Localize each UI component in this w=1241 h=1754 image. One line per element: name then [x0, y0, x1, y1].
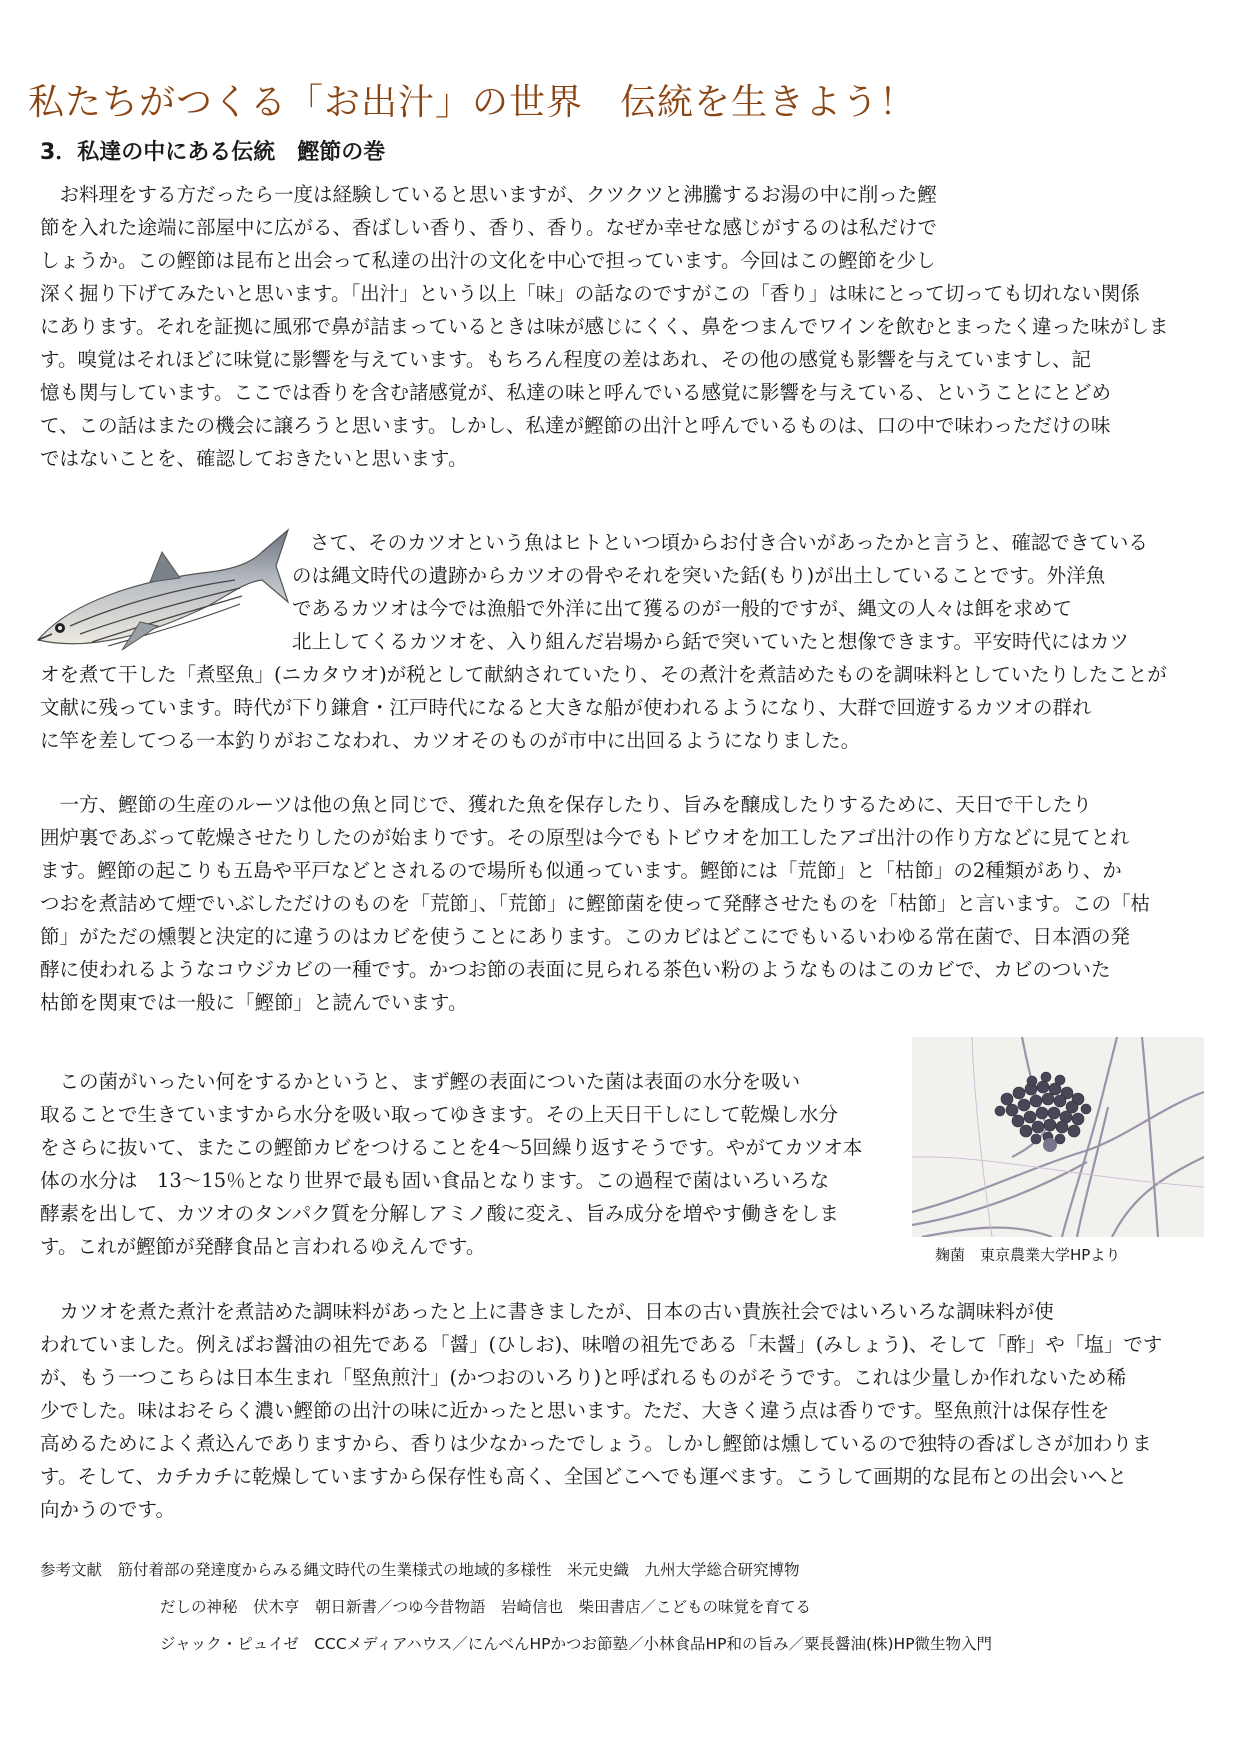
- text-line: 体の水分は 13～15％となり世界で最も固い食品となります。この過程で菌はいろいろな: [40, 1169, 830, 1192]
- micrograph-caption: 麹菌 東京農業大学HPより: [935, 1246, 1121, 1264]
- text-line: お料理をする方だったら一度は経験していると思いますが、クツクツと沸騰するお湯の中に削った鰹: [40, 183, 937, 206]
- text-line: しょうか。この鰹節は昆布と出会って私達の出汁の文化を中心で担っています。今回はこの鰹節を少し: [40, 249, 936, 272]
- text-line: す。嗅覚はそれほどに味覚に影響を与えています。もちろん程度の差はあれ、その他の感覚も影響を与えていますし、記: [40, 348, 1092, 371]
- text-line: であるカツオは今では漁船で外洋に出て獲るのが一般的ですが、縄文の人々は餌を求めて: [292, 597, 1073, 620]
- text-line: 枯節を関東では一般に「鰹節」と読んでいます。: [40, 991, 468, 1014]
- text-line: つおを煮詰めて煙でいぶしただけのものを「荒節」、「荒節」に鰹節菌を使って発酵させたものを「枯節」と言います。この「枯: [40, 892, 1150, 915]
- paragraph-seasonings: [40, 1295, 1210, 1526]
- paragraph-history: [40, 526, 1210, 757]
- paragraph-fermentation: [40, 1065, 905, 1263]
- section-subtitle: 3．私達の中にある伝統 鰹節の巻: [40, 140, 386, 165]
- text-line: 酵に使われるようなコウジカビの一種です。かつお節の表面に見られる茶色い粉のようなものはこのカビで、カビのついた: [40, 958, 1111, 981]
- text-line: 少でした。味はおそらく濃い鰹節の出汁の味に近かったと思います。ただ、大きく違う点は香りです。堅魚煎汁は保存性を: [40, 1399, 1110, 1422]
- paragraph-production: [40, 788, 1210, 1019]
- text-line: 節」がただの燻製と決定的に違うのはカビを使うことにあります。このカビはどこにでもいるいわゆる常在菌で、日本酒の発: [40, 925, 1131, 948]
- page-title: 私たちがつくる「お出汁」の世界 伝統を生きよう！: [28, 82, 917, 123]
- reference-line: ジャック・ピュイゼ CCCメディアハウス／にんべんHPかつお節塾／小林食品HP和の旨み／粟長醤油(株)HP微生物入門: [160, 1635, 993, 1653]
- text-line: す。そして、カチカチに乾燥していますから保存性も高く、全国どこへでも運べます。こうして画期的な昆布との出会いへと: [40, 1465, 1127, 1488]
- text-line: カツオを煮た煮汁を煮詰めた調味料があったと上に書きましたが、日本の古い貴族社会ではいろいろな調味料が使: [40, 1300, 1054, 1323]
- text-line: をさらに抜いて、またこの鰹節カビをつけることを4～5回繰り返すそうです。やがてカツオ本: [40, 1136, 863, 1159]
- text-line: 向かうのです。: [40, 1498, 175, 1521]
- text-line: 一方、鰹節の生産のルーツは他の魚と同じで、獲れた魚を保存したり、旨みを醸成したりするために、天日で干したり: [40, 793, 1092, 816]
- text-line: す。これが鰹節が発酵食品と言われるゆえんです。: [40, 1235, 486, 1258]
- text-line: 高めるためによく煮込んでありますから、香りは少なかったでしょう。しかし鰹節は燻しているので独特の香ばしさが加わりま: [40, 1432, 1152, 1455]
- text-line: 節を入れた途端に部屋中に広がる、香ばしい香り、香り、香り。なぜか幸せな感じがするのは私だけで: [40, 216, 938, 239]
- text-line: 囲炉裏であぶって乾燥させたりしたのが始まりです。その原型は今でもトビウオを加工したアゴ出汁の作り方などに見てとれ: [40, 826, 1130, 849]
- text-line: 酵素を出して、カツオのタンパク質を分解しアミノ酸に変え、旨み成分を増やす働きをしま: [40, 1202, 839, 1225]
- text-line: さて、そのカツオという魚はヒトといつ頃からお付き合いがあったかと言うと、確認できている: [310, 531, 1148, 554]
- text-line: ます。鰹節の起こりも五島や平戸などとされるので場所も似通っています。鰹節には「荒節」と「枯節」の2種類があり、か: [40, 859, 1122, 882]
- text-line: われていました。例えばお醤油の祖先である「醤」(ひしお)、味噌の祖先である「未醤」(みしょう)、そして「酢」や「塩」です: [40, 1333, 1163, 1356]
- koji-mold-micrograph-icon: [912, 1037, 1204, 1237]
- text-line: 北上してくるカツオを、入り組んだ岩場から銛で突いていたと想像できます。平安時代にはカツ: [292, 630, 1129, 653]
- text-line: 取ることで生きていますから水分を吸い取ってゆきます。その上天日干しにして乾燥し水分: [40, 1103, 838, 1126]
- text-line: 文献に残っています。時代が下り鎌倉・江戸時代になると大きな船が使われるようになり、大群で回遊するカツオの群れ: [40, 696, 1092, 719]
- reference-line: 参考文献 筋付着部の発達度からみる縄文時代の生業様式の地域的多様性 米元史織 九州大学総合研究博物: [40, 1561, 800, 1579]
- text-line: が、もう一つこちらは日本生まれ「堅魚煎汁」(かつおのいろり)と呼ばれるものがそうです。これは少量しか作れないため稀: [40, 1366, 1127, 1389]
- text-line: オを煮て干した「煮堅魚」(ニカタウオ)が税として献納されていたり、その煮汁を煮詰めたものを調味料としていたりしたことが: [40, 663, 1167, 686]
- references: [40, 1552, 992, 1663]
- text-line: にあります。それを証拠に風邪で鼻が詰まっているときは味が感じにくく、鼻をつまんでワインを飲むとまったく違った味がしま: [40, 315, 1169, 338]
- text-line: て、この話はまたの機会に譲ろうと思います。しかし、私達が鰹節の出汁と呼んでいるものは、口の中で味わっただけの味: [40, 414, 1111, 437]
- text-line: この菌がいったい何をするかというと、まず鰹の表面についた菌は表面の水分を吸い: [40, 1070, 801, 1093]
- text-line: に竿を差してつる一本釣りがおこなわれ、カツオそのものが市中に出回るようになりました。: [40, 729, 861, 752]
- text-line: 憶も関与しています。ここでは香りを含む諸感覚が、私達の味と呼んでいる感覚に影響を与えている、ということにとどめ: [40, 381, 1111, 404]
- text-line: のは縄文時代の遺跡からカツオの骨やそれを突いた銛(もり)が出土していることです。外洋魚: [292, 564, 1106, 587]
- paragraph-intro: [40, 178, 1210, 475]
- text-line: ではないことを、確認しておきたいと思います。: [40, 447, 468, 470]
- text-line: 深く掘り下げてみたいと思います。「出汁」という以上「味」の話なのですがこの「香り」は味にとって切っても切れない関係: [40, 282, 1140, 305]
- reference-line: だしの神秘 伏木亨 朝日新書／つゆ今昔物語 岩崎信也 柴田書店／こどもの味覚を育てる: [160, 1598, 812, 1616]
